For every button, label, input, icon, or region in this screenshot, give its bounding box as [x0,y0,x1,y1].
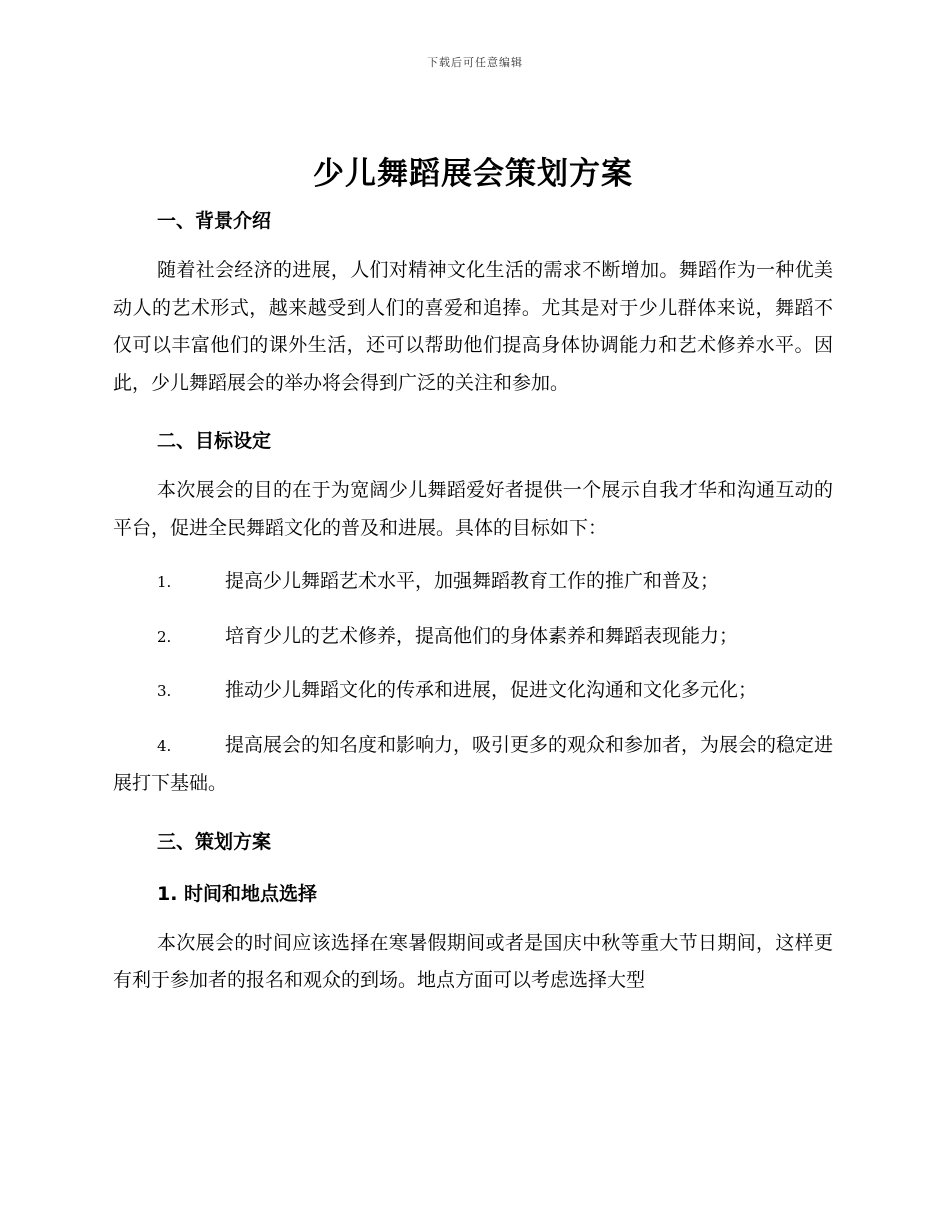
list-item-text: 提高少儿舞蹈艺术水平，加强舞蹈教育工作的推广和普及； [225,570,720,592]
list-item [113,672,833,711]
list-spacer [113,711,833,727]
subsection-heading-time-location: 1. 时间和地点选择 [157,882,318,905]
list-item-number: 1. [157,573,172,591]
list-spacer [113,602,833,618]
background-paragraph: 随着社会经济的进展，人们对精神文化生活的需求不断增加。舞蹈作为一种优美动人的艺术形式，越来越受到人们的喜爱和追捧。尤其是对于少儿群体来说，舞蹈不仅可以丰富他们的课外生活，还可以帮助他们提高身体协调能力和艺术修养水平。因此，少儿舞蹈展会的举办将会得到广泛的关注和参加。 [113,259,833,394]
list-item [113,727,833,803]
list-item-text: 培育少儿的艺术修养，提高他们的身体素养和舞蹈表现能力； [225,624,739,647]
document-body [113,148,833,1000]
list-spacer [113,656,833,672]
goals-paragraph: 本次展会的目的在于为宽阔少儿舞蹈爱好者提供一个展示自我才华和沟通互动的平台，促进全民舞蹈文化的普及和进展。具体的目标如下： [113,479,833,539]
list-item-number: 4. [157,736,172,755]
list-item-number: 3. [157,682,172,700]
section-heading-plan: 三、策划方案 [157,830,272,853]
list-item-text: 提高展会的知名度和影响力，吸引更多的观众和参加者，为展会的稳定进展打下基础。 [113,733,834,794]
header-note: 下载后可任意编辑 [427,56,523,69]
section-heading-background: 一、背景介绍 [157,210,272,232]
list-item [113,563,833,602]
list-item-text: 推动少儿舞蹈文化的传承和进展，促进文化沟通和文化多元化； [225,679,758,701]
section-heading-goals: 二、目标设定 [157,430,272,452]
goals-list [113,563,833,803]
list-item-number: 2. [157,627,172,646]
list-item [113,618,833,657]
plan-paragraph: 本次展会的时间应该选择在寒暑假期间或者是国庆中秋等重大节日期间，这样更有利于参加者的报名和观众的到场。地点方面可以考虑选择大型 [113,931,833,991]
document-title: 少儿舞蹈展会策划方案 [313,156,633,192]
